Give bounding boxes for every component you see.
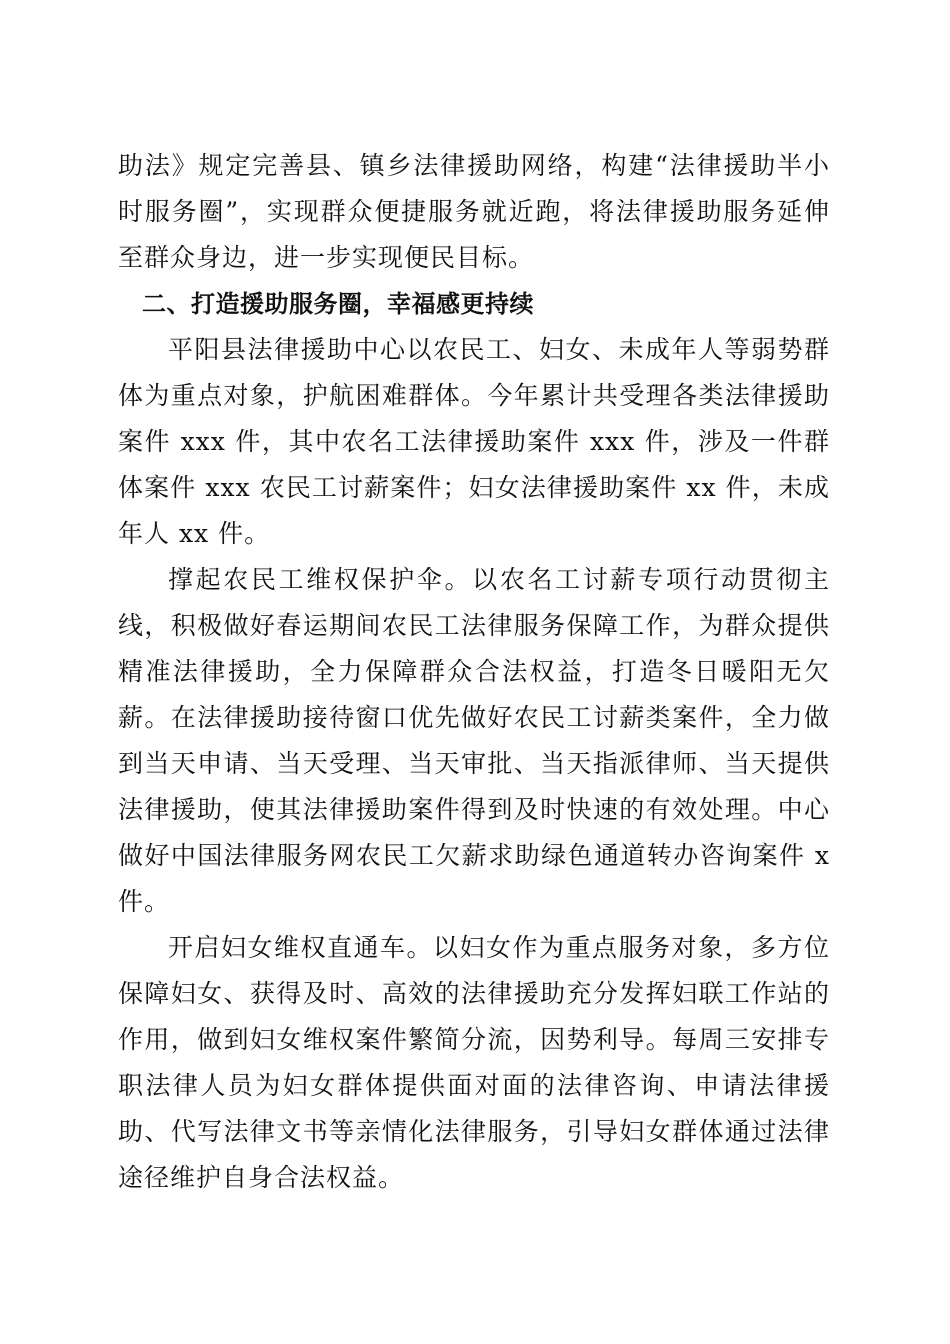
body-paragraph-women: 开启妇女维权直通车。以妇女作为重点服务对象，多方位保障妇女、获得及时、高效的法律援助充分发挥妇联工作站的作用，做到妇女维权案件繁简分流，因势利导。每周三安排专职法律人员为妇女群体提供面对面的法律咨询、申请法律援助、代写法律文书等亲情化法律服务，引导妇女群体通过法律途径维护自身合法权益。 <box>118 933 830 1192</box>
continuation-paragraph: 助法》规定完善县、镇乡法律援助网络，构建“法律援助半小时服务圈”，实现群众便捷服务就近跑，将法律援助服务延伸至群众身边，进一步实现便民目标。 <box>118 151 830 272</box>
body-paragraph-overview: 平阳县法律援助中心以农民工、妇女、未成年人等弱势群体为重点对象，护航困难群体。今年累计共受理各类法律援助案件 xxx 件，其中农名工法律援助案件 xxx 件，涉及一件群体案件 xxx 农民工讨薪案件；妇女法律援助案件 xx 件，未成年人 xx 件。 <box>118 335 830 548</box>
document-body <box>118 143 830 1201</box>
section-heading: 二、打造援助服务圈，幸福感更持续 <box>142 290 534 318</box>
body-paragraph-migrant-workers: 撑起农民工维权保护伞。以农名工讨薪专项行动贯彻主线，积极做好春运期间农民工法律服务保障工作，为群众提供精准法律援助，全力保障群众合法权益，打造冬日暖阳无欠薪。在法律援助接待窗口优先做好农民工讨薪类案件，全力做到当天申请、当天受理、当天审批、当天指派律师、当天提供法律援助，使其法律援助案件得到及时快速的有效处理。中心做好中国法律服务网农民工欠薪求助绿色通道转办咨询案件 x 件。 <box>118 565 830 916</box>
